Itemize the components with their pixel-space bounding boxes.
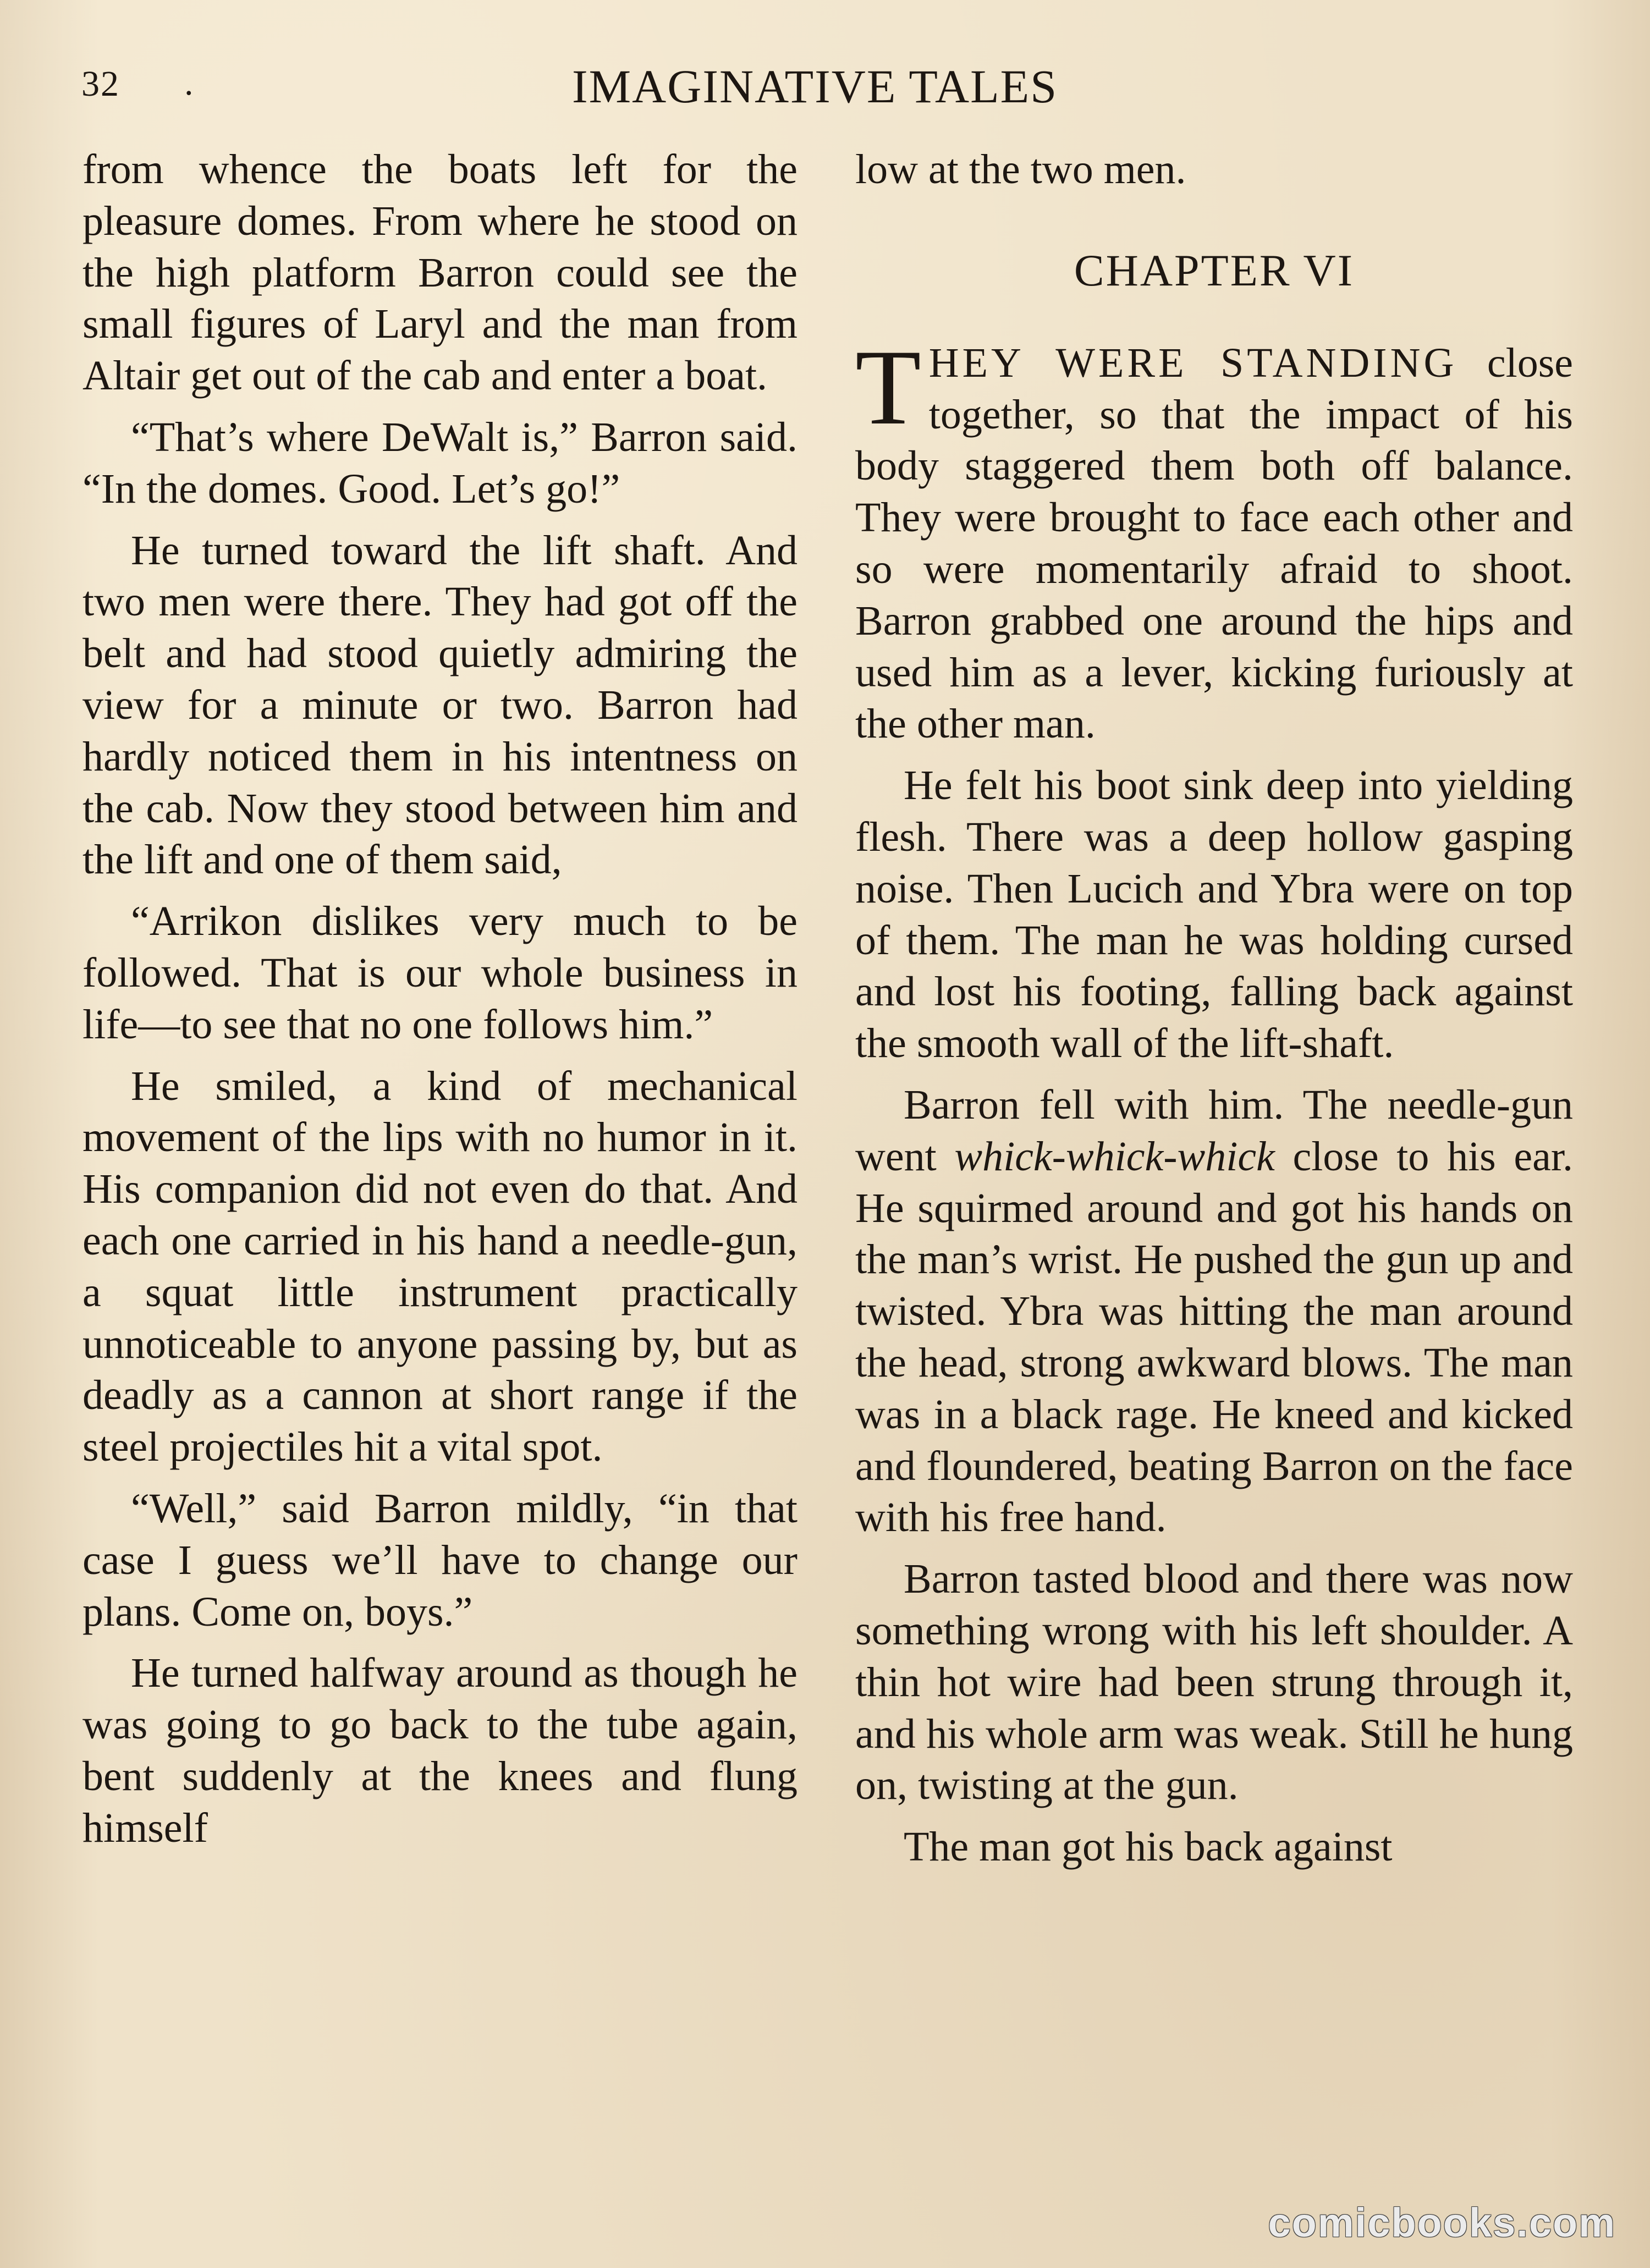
paragraph: “Well,” said Barron mildly, “in that case I guess we’ll have to change our plans. Come on, boys.”	[82, 1485, 798, 1635]
paragraph: “That’s where DeWalt is,” Barron said. “In the domes. Good. Let’s go!”	[82, 414, 798, 512]
text-segment: close to his ear. He squirmed around and got his hands on the man’s wrist. He pushed the gun up and twisted. Ybra was hitting the man around the head, strong awkward blows. The man was in a black rage. He kneed and kicked and floundered, beating Barron on the face with his free hand.	[855, 1133, 1573, 1541]
paragraph: He felt his boot sink deep into yielding flesh. There was a deep hollow gasping noise. Then Lucich and Ybra were on top of them. The man he was holding cursed and lost his footing, falling back against the smooth wall of the lift-shaft.	[855, 762, 1573, 1067]
continuation-line: low at the two men.	[855, 146, 1186, 192]
opening-caps: HEY WERE STANDING	[928, 339, 1458, 386]
watermark: comicbooks.com	[1268, 2200, 1616, 2245]
paragraph: The man got his back against	[904, 1824, 1393, 1870]
page-header	[0, 52, 1650, 113]
running-title: IMAGINATIVE TALES	[572, 60, 1058, 113]
page-number: 32	[81, 64, 120, 104]
text-segment: Barron fell with him. The needle-gun went	[855, 1081, 1573, 1180]
drop-cap: T	[855, 327, 921, 447]
sound-effect: whick-whick-whick	[954, 1133, 1275, 1180]
header-dot: .	[184, 63, 194, 103]
paragraph: He turned toward the lift shaft. And two men were there. They had got off the belt and had stood quietly admiring the view for a minute or two. Barron had hardly noticed them in his intentness on the cab. Now they stood between him and the lift and one of them said,	[82, 527, 798, 883]
paragraph: He smiled, a kind of mechanical movement of the lips with no humor in it. His companion did not even do that. And each one carried in his hand a needle-gun, a squat little instrument practically unnoticeable to anyone passing by, but as deadly as a cannon at short range if the steel projectiles hit a vital spot.	[82, 1063, 798, 1471]
paragraph: “Arrikon dislikes very much to be followed. That is our whole business in life—to see that no one follows him.”	[82, 898, 798, 1048]
paragraph: Barron tasted blood and there was now something wrong with his left shoulder. A thin hot wire had been strung through it, and his whole arm was weak. Still he hung on, twisting at the gun.	[855, 1556, 1573, 1809]
left-column	[82, 144, 798, 1864]
chapter-opening	[855, 327, 1573, 750]
chapter-heading: CHAPTER VI	[1074, 245, 1355, 295]
paragraph: from whence the boats left for the pleasure domes. From where he stood on the high platform Barron could see the small figures of Laryl and the man from Altair get out of the cab and enter a boat.	[82, 146, 798, 399]
opening-text: close together, so that the impact of his body staggered them both off balance. They were brought to face each other and so were momentarily afraid to shoot. Barron grabbed one around the hips and used him as a lever, kicking furiously at the other man.	[855, 339, 1573, 747]
paragraph: He turned halfway around as though he was going to go back to the tube again, bent suddenly at the knees and flung himself	[82, 1650, 798, 1851]
paragraph-with-sound-effect	[855, 1080, 1573, 1544]
right-column	[855, 144, 1573, 1883]
